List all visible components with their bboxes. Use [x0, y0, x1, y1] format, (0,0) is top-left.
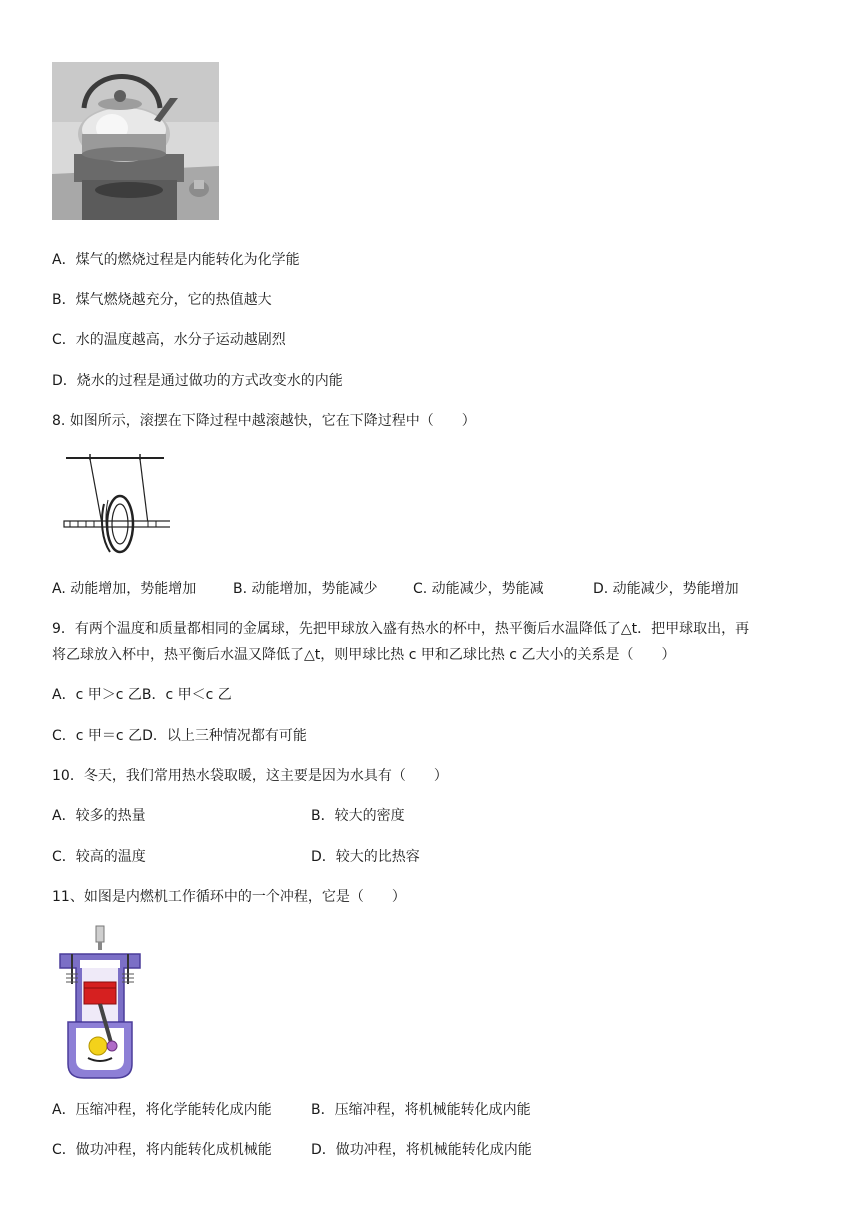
q7-option-a: A．煤气的燃烧过程是内能转化为化学能 — [52, 252, 300, 268]
engine-stroke-figure — [54, 924, 146, 1080]
q8-stem: 8. 如图所示，滚摆在下降过程中越滚越快，它在下降过程中（ ） — [52, 413, 476, 429]
q11-option-c: C．做功冲程，将内能转化成机械能 — [52, 1142, 272, 1158]
q10-stem: 10．冬天，我们常用热水袋取暖，这主要是因为水具有（ ） — [52, 768, 448, 784]
q9-stem-line1: 9．有两个温度和质量都相同的金属球，先把甲球放入盛有热水的杯中，热平衡后水温降低了△t．把甲球取出，再 — [52, 621, 750, 637]
q11-option-b: B．压缩冲程，将机械能转化成内能 — [311, 1102, 531, 1118]
q7-option-c: C．水的温度越高，水分子运动越剧烈 — [52, 332, 286, 348]
q11-stem: 11、如图是内燃机工作循环中的一个冲程，它是（ ） — [52, 889, 406, 905]
q11-option-d: D．做功冲程，将机械能转化成内能 — [311, 1142, 532, 1158]
q8-option-a: A. 动能增加，势能增加 — [52, 581, 197, 597]
q11-option-a: A．压缩冲程，将化学能转化成内能 — [52, 1102, 272, 1118]
q8-option-d: D. 动能减少，势能增加 — [593, 581, 739, 597]
q7-option-b: B．煤气燃烧越充分，它的热值越大 — [52, 292, 272, 308]
q10-option-b: B．较大的密度 — [311, 808, 405, 824]
q9-stem-line2: 将乙球放入杯中，热平衡后水温又降低了△t，则甲球比热 c 甲和乙球比热 c 乙大小的关系是（ ） — [52, 647, 676, 663]
q10-option-a: A．较多的热量 — [52, 808, 146, 824]
q9-options-line2: C．c 甲＝c 乙D．以上三种情况都有可能 — [52, 728, 307, 744]
q10-option-d: D．较大的比热容 — [311, 849, 420, 865]
q7-option-d: D．烧水的过程是通过做功的方式改变水的内能 — [52, 373, 343, 389]
q10-option-c: C．较高的温度 — [52, 849, 146, 865]
q9-options-line1: A．c 甲＞c 乙B．c 甲＜c 乙 — [52, 687, 232, 703]
q8-option-b: B. 动能增加，势能减少 — [233, 581, 378, 597]
q8-option-c: C. 动能减少，势能减 — [413, 581, 544, 597]
maxwell-wheel-figure — [60, 450, 170, 560]
kettle-stove-figure — [52, 62, 219, 220]
